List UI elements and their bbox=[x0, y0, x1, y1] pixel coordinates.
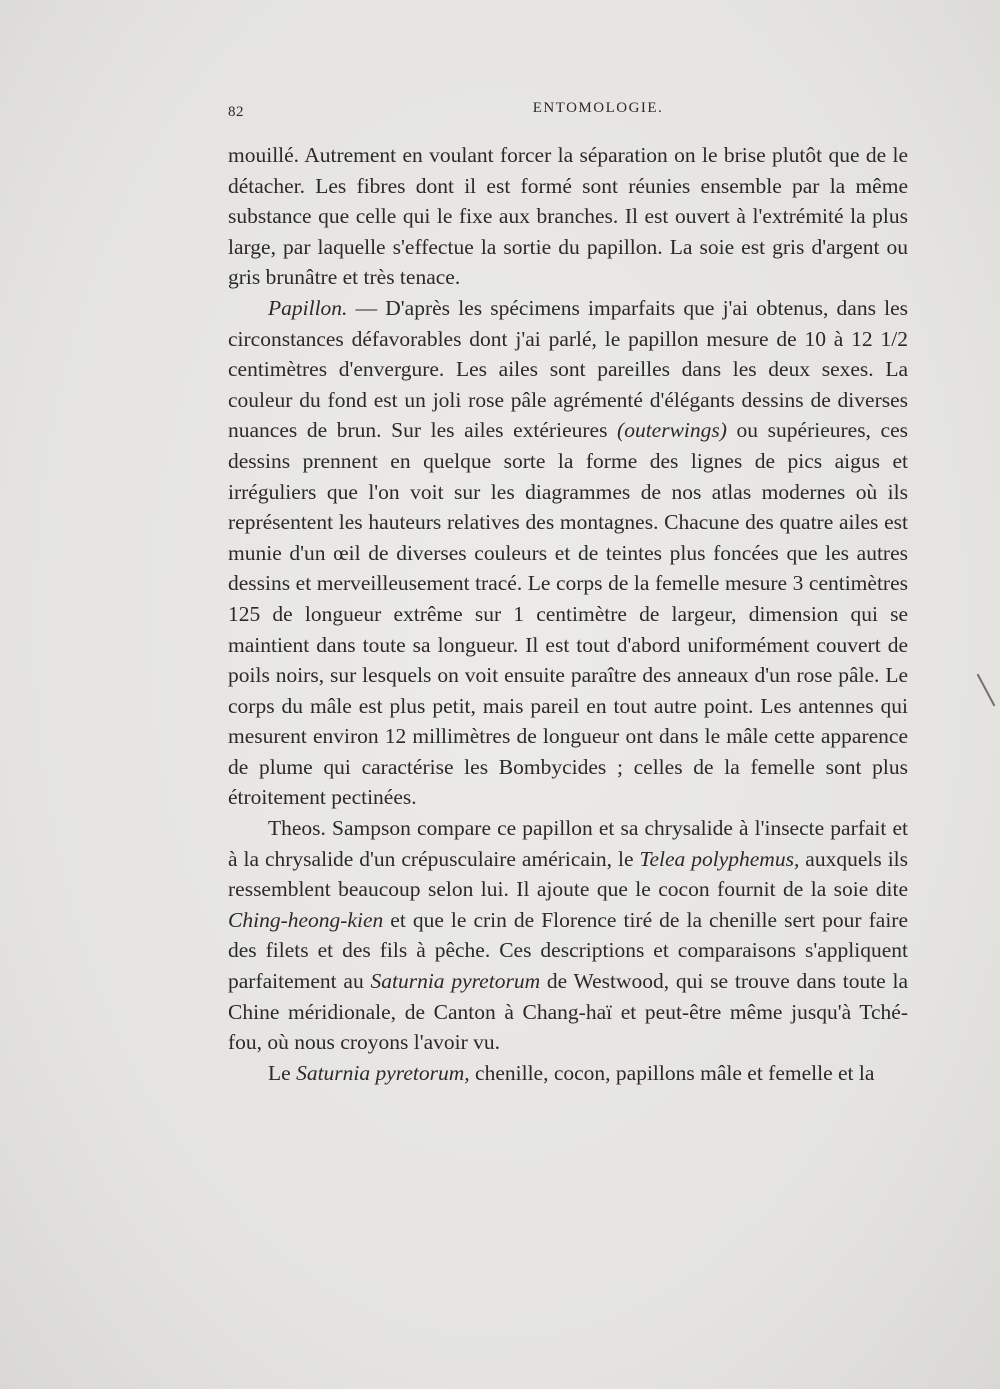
italic-text: Saturnia pyretorum, bbox=[296, 1060, 470, 1085]
italic-text: Saturnia pyretorum bbox=[370, 969, 541, 994]
paragraph bbox=[228, 1058, 908, 1089]
italic-text: (outerwings) bbox=[617, 418, 727, 443]
text-run: ou supérieures, ces dessins prennent en quelque sorte la forme des lignes de pics aigus et irréguliers que l'on voit sur les diagrammes de nos atlas modernes où ils représentent les hauteurs relatives des montagnes. Chacune des quatre ailes est munie d'un œil de diverses couleurs et de teintes plus foncées que les autres dessins et merveilleusement tracé. Le corps de la femelle mesure 3 centimètres 125 de longueur extrême sur 1 centimètre de largeur, dimension qui se maintient dans toute sa longueur. Il est tout d'abord uniformément couvert de poils noirs, sur lesquels on voit ensuite paraître des anneaux d'un rose pâle. Le corps du mâle est plus petit, mais pareil en tout autre point. Les antennes qui mesurent environ 12 millimètres de longueur ont dans le mâle cette apparence de plume qui caractérise les Bombycides ; celles de la femelle sont plus étroitement pectinées. bbox=[228, 418, 908, 810]
text-run: auxquels ils ressemblent beaucoup selon lui. Il ajoute que le cocon fournit de la soie dite bbox=[228, 846, 909, 902]
text-run: chenille, cocon, papillons mâle et femelle et la bbox=[469, 1060, 875, 1085]
text-run: mouillé. Autrement en voulant forcer la séparation on le brise plutôt que de le détacher. Les fibres dont il est formé sont réunies ensemble par la même substance que celle qui le fixe aux branches. Il est ouvert à l'extrémité la plus large, par laquelle s'effectue la sortie du papillon. La soie est gris d'argent ou gris brunâtre et très tenace. bbox=[228, 143, 908, 290]
text-run: de Westwood, qui se trouve dans toute la Chine méridionale, de Canton à Chang-haï et peut-être même jusqu'à Tché-fou, où nous croyons l'avoir vu. bbox=[228, 969, 908, 1055]
paragraph bbox=[228, 140, 908, 293]
text-run: et que le crin de Florence tiré de la chenille sert pour faire des filets et des fils à pêche. Ces descriptions et comparaisons s'appliquent parfaitement au bbox=[228, 907, 908, 994]
paragraph bbox=[228, 813, 908, 1058]
text-run: Theos. Sampson compare ce papillon et sa chrysalide à l'insecte parfait et à la chrysalide d'un crépusculaire américain, le bbox=[228, 816, 908, 871]
italic-text: Papillon. bbox=[268, 295, 348, 320]
italic-text: Telea polyphemus, bbox=[639, 846, 800, 871]
text-run: Le bbox=[268, 1060, 297, 1085]
text-run: — D'après les spécimens imparfaits que j'ai obtenus, dans les circonstances défavorables dont j'ai parlé, le papillon mesure de 10 à 12 1/2 centimètres d'envergure. Les ailes sont pareilles dans les deux sexes. La couleur du fond est un joli rose pâle agrémenté d'élégants dessins de diverses nuances de brun. Sur les ailes extérieures bbox=[228, 295, 908, 443]
running-head bbox=[228, 100, 908, 130]
page-number: 82 bbox=[228, 104, 244, 120]
margin-mark bbox=[977, 674, 996, 707]
italic-text: Ching-heong-kien bbox=[228, 907, 384, 932]
body-text bbox=[228, 140, 908, 1088]
paragraph bbox=[228, 293, 908, 813]
running-title: ENTOMOLOGIE. bbox=[532, 100, 664, 116]
